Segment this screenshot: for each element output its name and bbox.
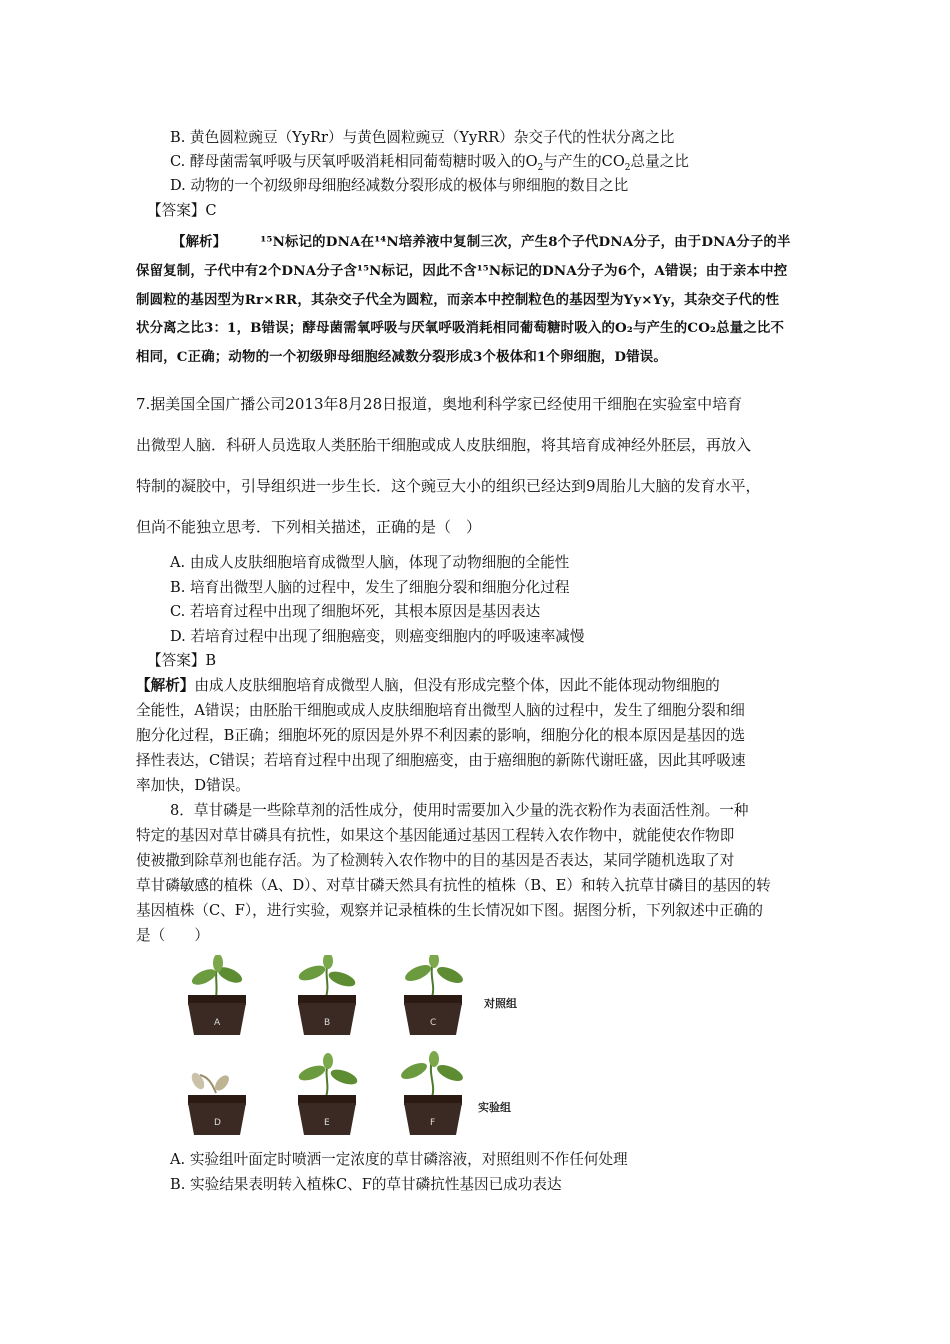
q6-option-d: D. 动物的一个初级卵母细胞经减数分裂形成的极体与卵细胞的数目之比: [170, 177, 629, 194]
q8-stem-line: 草甘磷敏感的植株（A、D）、对草甘磷天然具有抗性的植株（B、E）和转入抗草甘磷目的基因的转: [136, 877, 771, 894]
q8-stem-line: 是（ ）: [136, 927, 209, 944]
pot-label: D: [214, 1118, 221, 1128]
q8-stem-line: 特定的基因对草甘磷具有抗性，如果这个基因能通过基因工程转入农作物中，就能使农作物即: [136, 827, 735, 844]
q7-analysis-line: 率加快，D错误。: [136, 777, 250, 794]
q7-analysis-line: 全能性，A错误；由胚胎干细胞或成人皮肤细胞培育出微型人脑的过程中，发生了细胞分裂和细: [136, 702, 745, 719]
q7-option-c: C. 若培育过程中出现了细胞坏死，其根本原因是基因表达: [170, 603, 541, 620]
q7-option-b: B. 培育出微型人脑的过程中，发生了细胞分裂和细胞分化过程: [170, 579, 570, 596]
q6-answer: 【答案】C: [147, 202, 217, 219]
experiment-group-label: 实验组: [478, 1101, 511, 1114]
q6-analysis-line: 相同，C正确；动物的一个初级卵母细胞经减数分裂形成3个极体和1个卵细胞，D错误。: [136, 349, 667, 365]
control-group-label: 对照组: [484, 997, 517, 1010]
q6-analysis-line: 状分离之比3：1，B错误；酵母菌需氧呼吸与厌氧呼吸消耗相同葡萄糖时吸入的O₂与产生的CO₂总量之比不: [136, 320, 785, 336]
pot-b: [297, 955, 357, 1035]
q6-analysis-line: 保留复制，子代中有2个DNA分子含¹⁵N标记，因此不含¹⁵N标记的DNA分子为6个，A错误；由于亲本中控: [136, 263, 788, 279]
q8-option-b: B. 实验结果表明转入植株C、F的草甘磷抗性基因已成功表达: [170, 1176, 562, 1193]
pot-label: E: [324, 1118, 330, 1128]
pot-label: C: [430, 1018, 437, 1028]
q7-stem-line: 但尚不能独立思考．下列相关描述，正确的是（ ）: [136, 518, 482, 536]
q6-analysis-line: 制圆粒的基因型为Rr×RR，其杂交子代全为圆粒，而亲本中控制粒色的基因型为Yy×Yy，其杂交子代的性: [136, 292, 780, 308]
q8-stem-line: 基因植株（C、F），进行实验，观察并记录植株的生长情况如下图。据图分析，下列叙述中正确的: [136, 902, 763, 919]
q7-analysis-line: 【解析】由成人皮肤细胞培育成微型人脑，但没有形成完整个体，因此不能体现动物细胞的: [136, 677, 720, 694]
q7-stem-line: 出微型人脑．科研人员选取人类胚胎干细胞或成人皮肤细胞，将其培育成神经外胚层，再放入: [136, 436, 752, 454]
q7-answer: 【答案】B: [147, 652, 217, 669]
q8-stem-line: 8．草甘磷是一些除草剂的活性成分，使用时需要加入少量的洗衣粉作为表面活性剂。一种: [170, 802, 749, 819]
pot-d: [188, 1071, 246, 1135]
pot-c: [403, 955, 465, 1035]
q7-option-a: A. 由成人皮肤细胞培育成微型人脑，体现了动物细胞的全能性: [170, 554, 570, 571]
q6-option-c: C. 酵母菌需氧呼吸与厌氧呼吸消耗相同葡萄糖时吸入的$O_2$与产生的$CO_2$总量之比: [170, 153, 689, 173]
pot-e: [297, 1053, 359, 1135]
q7-analysis-label: 【解析】: [136, 677, 195, 694]
pot-a: [188, 955, 246, 1035]
q7-stem-line: 7.据美国全国广播公司2013年8月28日报道，奥地利科学家已经使用干细胞在实验室中培育: [136, 395, 743, 413]
pot-label: F: [430, 1118, 436, 1128]
q6-option-b: B. 黄色圆粒豌豆（YyRr）与黄色圆粒豌豆（YyRR）杂交子代的性状分离之比: [170, 129, 675, 146]
q7-analysis-line: 择性表达，C错误；若培育过程中出现了细胞癌变，由于癌细胞的新陈代谢旺盛，因此其呼吸速: [136, 752, 746, 769]
q8-stem-line: 使被撒到除草剂也能存活。为了检测转入农作物中的目的基因是否表达，某同学随机选取了对: [136, 852, 735, 869]
q7-stem-line: 特制的凝胶中，引导组织进一步生长．这个豌豆大小的组织已经达到9周胎儿大脑的发育水平，: [136, 477, 761, 495]
pot-label: B: [324, 1018, 331, 1028]
q6-analysis-line: 【解析】 ¹⁵N标记的DNA在¹⁴N培养液中复制三次，产生8个子代DNA分子，由于DNA分子的半: [172, 234, 791, 250]
q7-option-d: D. 若培育过程中出现了细胞癌变，则癌变细胞内的呼吸速率减慢: [170, 628, 585, 645]
q8-option-a: A. 实验组叶面定时喷洒一定浓度的草甘磷溶液，对照组则不作任何处理: [170, 1151, 628, 1168]
plant-experiment-figure: [178, 955, 548, 1140]
q7-analysis-line: 胞分化过程，B正确；细胞坏死的原因是外界不利因素的影响，细胞分化的根本原因是基因的选: [136, 727, 746, 744]
pot-f: [399, 1051, 465, 1135]
pot-label: A: [214, 1018, 221, 1028]
